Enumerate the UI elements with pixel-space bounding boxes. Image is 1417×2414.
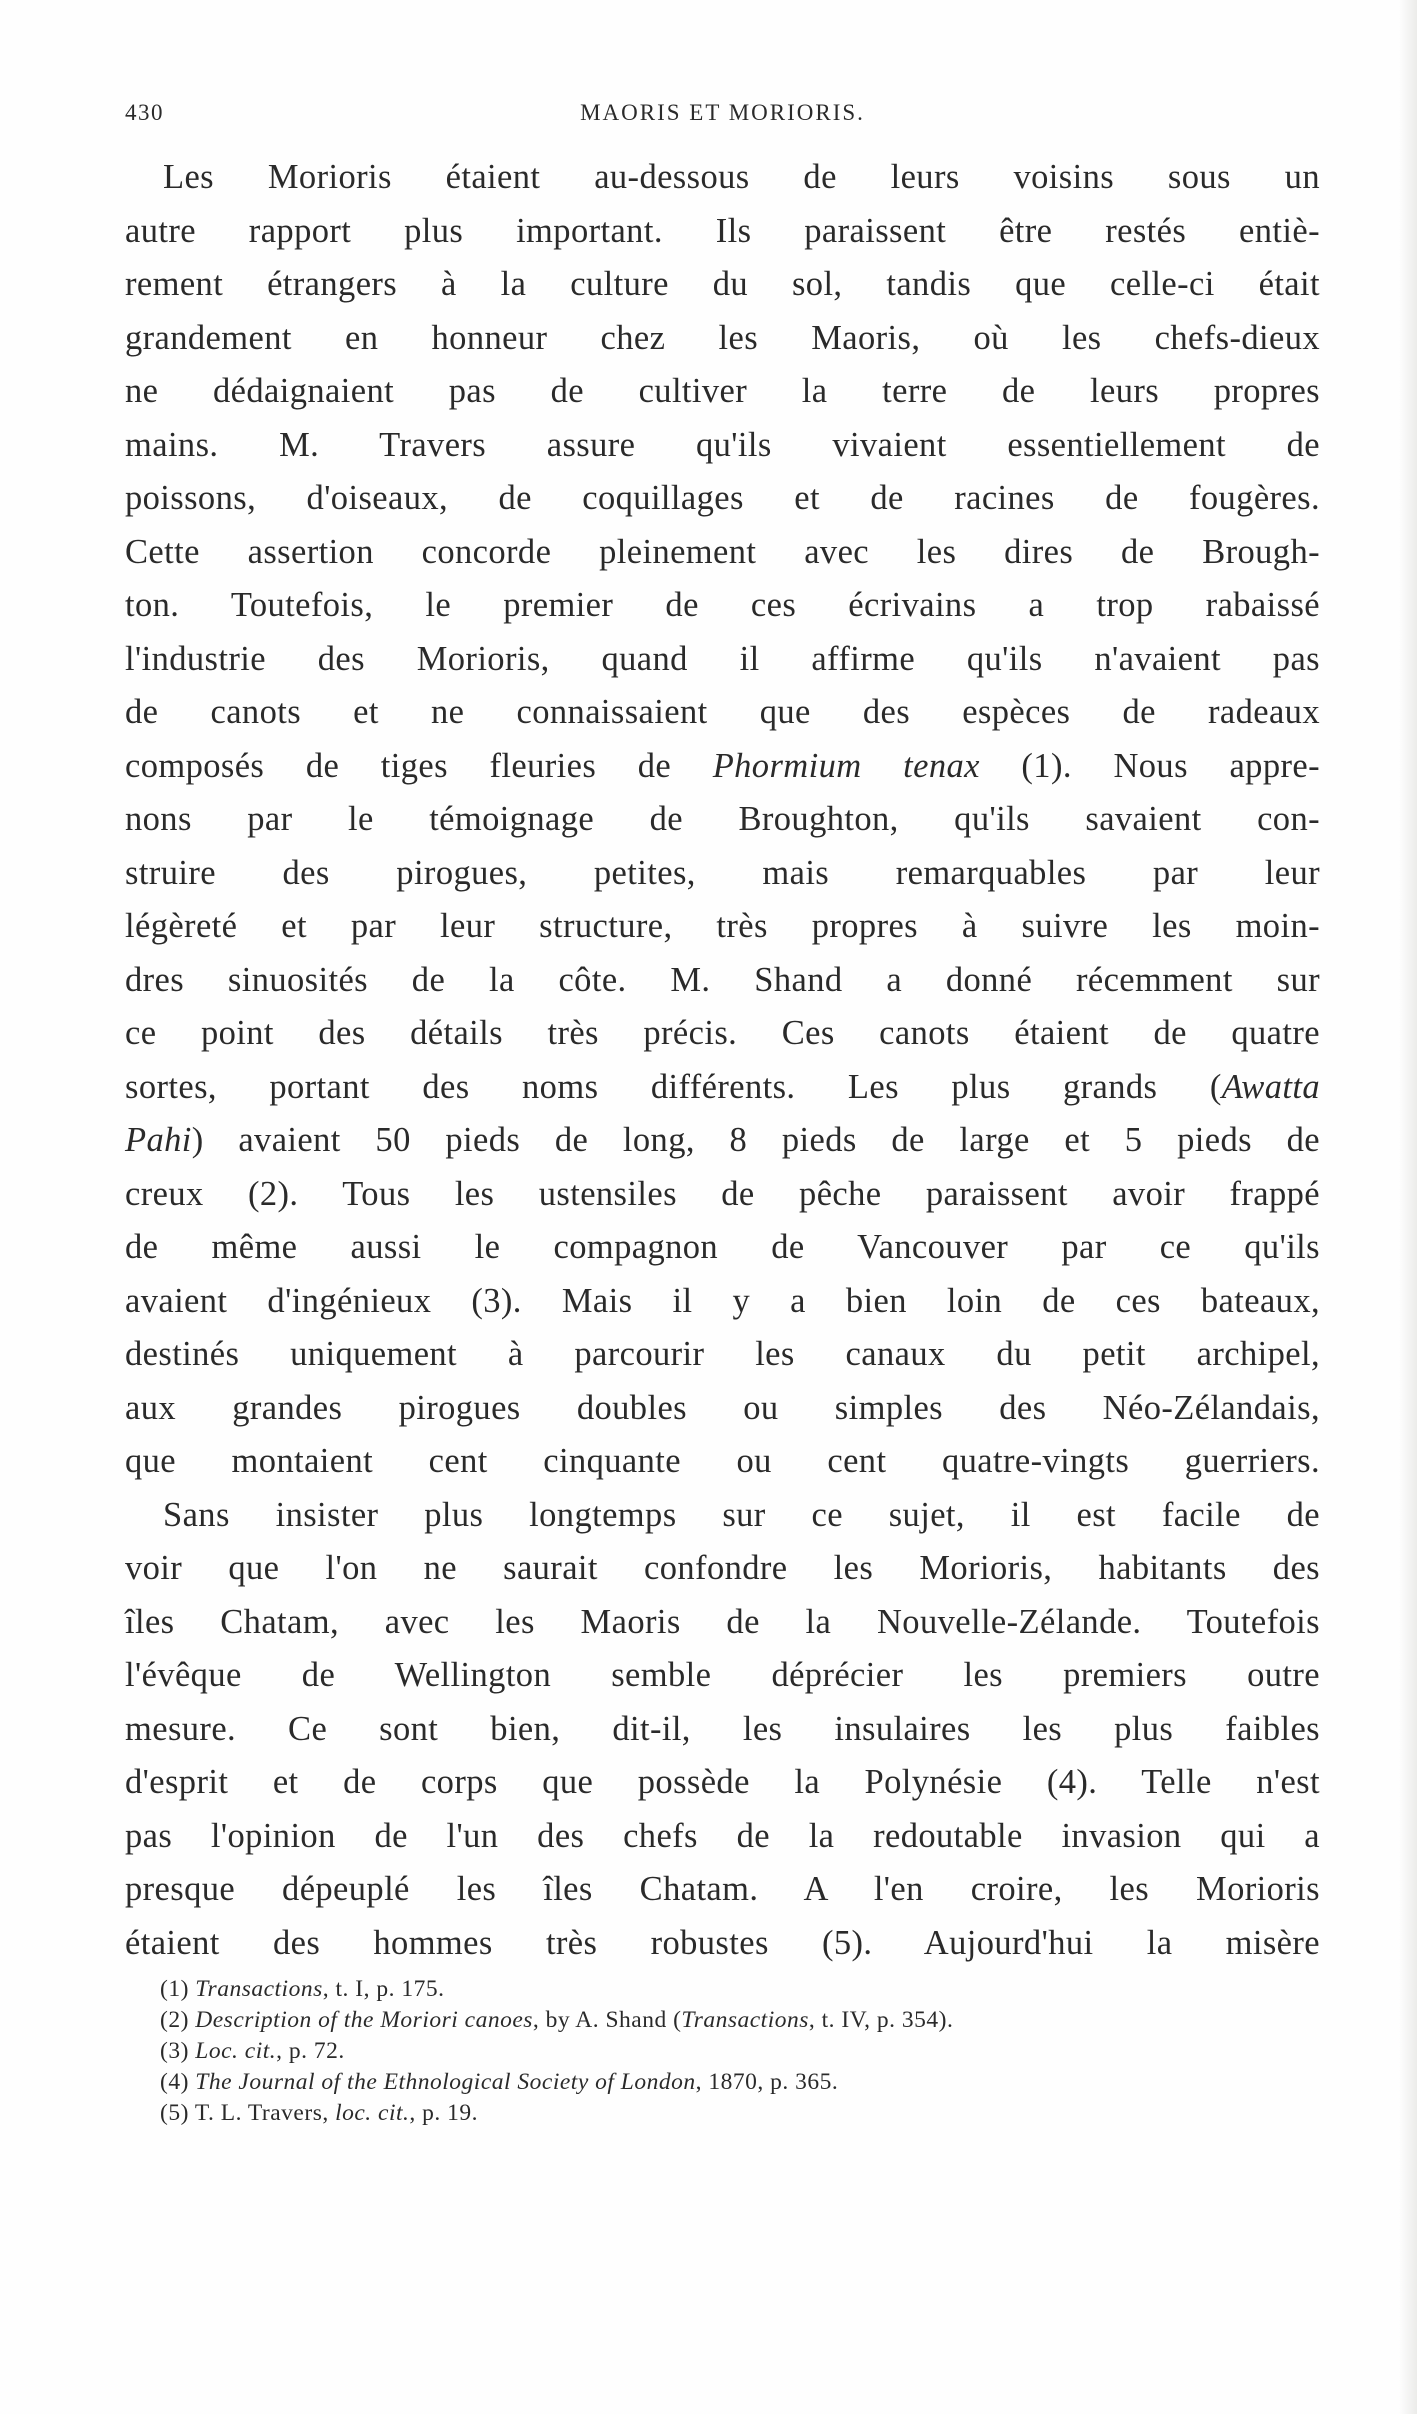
text-line: grandement en honneur chez les Maoris, où les chefs-dieux xyxy=(125,318,1320,357)
text-line: ton. Toutefois, le premier de ces écrivains a trop rabaissé xyxy=(125,586,1320,624)
footnote-title: The Journal of the Ethnological Society of London xyxy=(195,2069,696,2095)
text-line: de canots et ne connaissaient que des espèces de radeaux xyxy=(125,693,1320,731)
footnote-text: T. L. Travers, xyxy=(194,2100,336,2126)
text-line: poissons, d'oiseaux, de coquillages et de racines de fougères. xyxy=(125,479,1320,517)
footnote-text: , p. 72. xyxy=(276,2038,345,2064)
text-line: creux (2). Tous les ustensiles de pêche paraissent avoir frappé xyxy=(125,1174,1320,1213)
footnote xyxy=(160,2098,1320,2129)
italic-term: Pahi xyxy=(125,1121,192,1159)
footnote-title: Transactions xyxy=(681,2007,809,2033)
footnote xyxy=(160,2067,1320,2098)
footnote-mark: (1) xyxy=(160,1976,189,2002)
running-head xyxy=(125,100,1320,134)
footnote xyxy=(160,1974,1320,2005)
footnote-text: , 1870, p. 365. xyxy=(695,2069,839,2095)
text-line: îles Chatam, avec les Maoris de la Nouvelle-Zélande. Toutefois xyxy=(125,1602,1320,1641)
text-line: l'évêque de Wellington semble déprécier les premiers outre xyxy=(125,1656,1320,1694)
footnote-text: , p. 19. xyxy=(409,2100,479,2126)
text-line: de même aussi le compagnon de Vancouver par ce qu'ils xyxy=(125,1228,1320,1266)
text-line: dres sinuosités de la côte. M. Shand a donné récemment sur xyxy=(125,960,1320,999)
text-segment: sortes, portant des noms différents. Les plus grands ( xyxy=(125,1067,1222,1106)
text-line: presque dépeuplé les îles Chatam. A l'en croire, les Morioris xyxy=(125,1870,1320,1908)
body-text xyxy=(125,151,1320,1970)
text-line: Cette assertion concorde pleinement avec les dires de Brough- xyxy=(125,532,1320,571)
text-line: mesure. Ce sont bien, dit-il, les insulaires les plus faibles xyxy=(125,1709,1320,1748)
footnote-text: , t. IV, p. 354). xyxy=(808,2007,954,2033)
footnote-title: Loc. cit. xyxy=(195,2038,277,2064)
text-line: mains. M. Travers assure qu'ils vivaient essentiellement de xyxy=(125,425,1320,464)
text-line: l'industrie des Morioris, quand il affirme qu'ils n'avaient pas xyxy=(125,639,1320,678)
running-title: MAORIS ET MORIORIS. xyxy=(580,100,865,125)
footnote-mark: (3) xyxy=(160,2038,189,2064)
text-segment: (1). Nous appre- xyxy=(1021,746,1320,785)
text-segment: ) avaient 50 pieds de long, 8 pieds de large et 5 pieds de xyxy=(191,1121,1320,1159)
footnotes xyxy=(160,1974,1320,2129)
text-line: aux grandes pirogues doubles ou simples des Néo-Zélandais, xyxy=(125,1388,1320,1427)
footnote-text: , t. I, p. 175. xyxy=(322,1976,445,2002)
text-line: nons par le témoignage de Broughton, qu'ils savaient con- xyxy=(125,800,1320,838)
text-line xyxy=(125,1061,1320,1115)
text-line xyxy=(125,740,1320,794)
text-line: autre rapport plus important. Ils paraissent être restés entiè- xyxy=(125,211,1320,250)
footnote-mark: (2) xyxy=(160,2007,189,2033)
text-line: légèreté et par leur structure, très propres à suivre les moin- xyxy=(125,907,1320,945)
text-line: Les Morioris étaient au-dessous de leurs voisins sous un xyxy=(163,158,1320,196)
text-line: ce point des détails très précis. Ces canots étaient de quatre xyxy=(125,1014,1320,1052)
footnote-mark: (4) xyxy=(160,2069,189,2095)
footnote-text: , by A. Shand ( xyxy=(532,2007,682,2033)
text-line: voir que l'on ne saurait confondre les Morioris, habitants des xyxy=(125,1549,1320,1587)
footnote xyxy=(160,2005,1320,2036)
text-line: que montaient cent cinquante ou cent quatre-vingts guerriers. xyxy=(125,1442,1320,1480)
page-number: 430 xyxy=(125,100,164,125)
footnote-title: Description of the Moriori canoes xyxy=(195,2007,533,2033)
italic-term: Phormium tenax xyxy=(712,746,980,785)
text-line: étaient des hommes très robustes (5). Aujourd'hui la misère xyxy=(125,1923,1320,1962)
italic-term: Awatta xyxy=(1221,1067,1320,1106)
text-line: ne dédaignaient pas de cultiver la terre de leurs propres xyxy=(125,372,1320,410)
footnote-title: Transactions xyxy=(195,1976,323,2002)
footnote xyxy=(160,2036,1320,2067)
text-line: rement étrangers à la culture du sol, tandis que celle-ci était xyxy=(125,265,1320,303)
footnote-mark: (5) xyxy=(160,2100,189,2126)
page-edge-shadow xyxy=(1399,0,1417,2414)
text-segment: composés de tiges fleuries de xyxy=(125,746,672,785)
text-line: pas l'opinion de l'un des chefs de la redoutable invasion qui a xyxy=(125,1816,1320,1855)
text-line: d'esprit et de corps que possède la Polynésie (4). Telle n'est xyxy=(125,1763,1320,1801)
text-line: Sans insister plus longtemps sur ce sujet, il est facile de xyxy=(163,1495,1320,1534)
footnote-title: loc. cit. xyxy=(335,2100,410,2126)
text-line: avaient d'ingénieux (3). Mais il y a bien loin de ces bateaux, xyxy=(125,1281,1320,1320)
text-line: struire des pirogues, petites, mais remarquables par leur xyxy=(125,853,1320,892)
text-line: destinés uniquement à parcourir les canaux du petit archipel, xyxy=(125,1335,1320,1373)
text-line xyxy=(125,1114,1320,1168)
